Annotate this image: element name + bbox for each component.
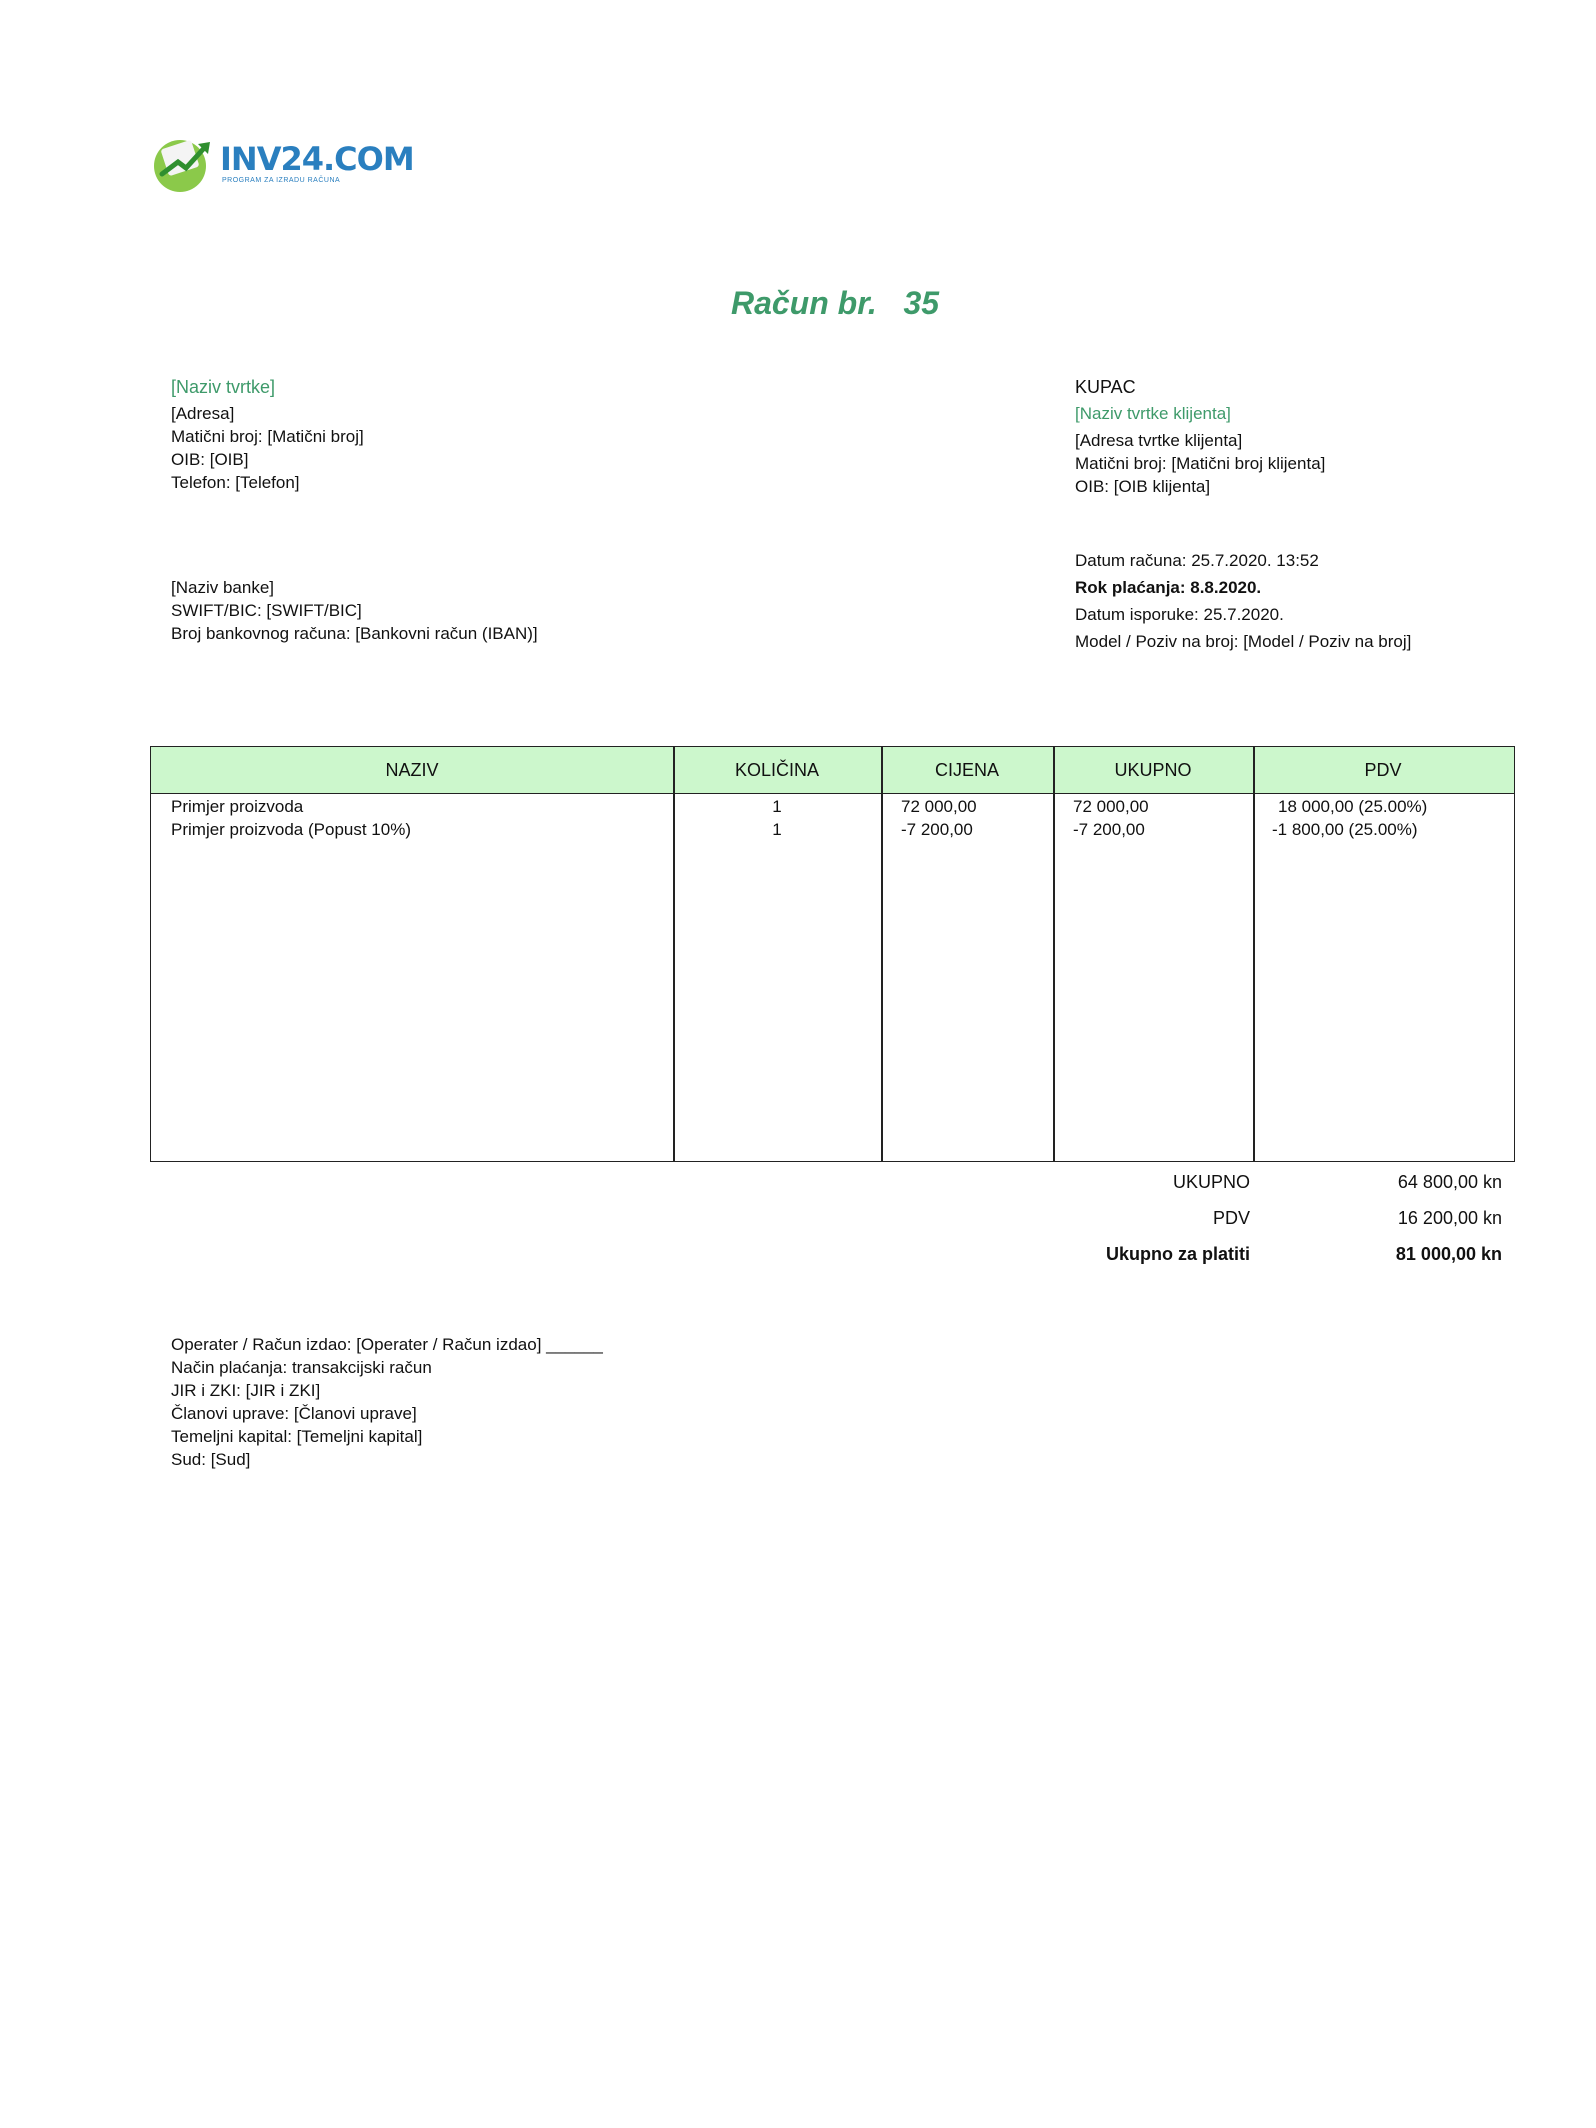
- footer-operator: Operater / Račun izdao: [Operater / Račun izdao] ______: [171, 1335, 603, 1354]
- buyer-heading: KUPAC: [1075, 377, 1136, 397]
- subtotal-label: UKUPNO: [1172, 1172, 1250, 1192]
- buyer-name: [Naziv tvrtke klijenta]: [1075, 404, 1231, 423]
- footer-jir-zki: JIR i ZKI: [JIR i ZKI]: [171, 1381, 321, 1400]
- footer-payment-method: Način plaćanja: transakcijski račun: [171, 1358, 432, 1377]
- row-2-vat: -1 800,00 (25.00%): [1272, 820, 1418, 839]
- seller-address: [Adresa]: [171, 404, 235, 423]
- seller-oib: OIB: [OIB]: [171, 450, 249, 469]
- column-divider: [1253, 747, 1255, 1161]
- footer-court: Sud: [Sud]: [171, 1450, 251, 1469]
- vat-value: 16 200,00 kn: [1397, 1208, 1502, 1228]
- seller-reg-no: Matični broj: [Matični broj]: [171, 427, 364, 446]
- header-naziv: NAZIV: [385, 760, 439, 780]
- seller-name: [Naziv tvrtke]: [171, 377, 276, 397]
- subtotal-value: 64 800,00 kn: [1397, 1172, 1502, 1192]
- header-kolicina: KOLIČINA: [734, 760, 820, 780]
- invoice-title: Račun br. 35: [730, 285, 940, 321]
- delivery-date: Datum isporuke: 25.7.2020.: [1075, 605, 1284, 624]
- row-2-price: -7 200,00: [901, 820, 973, 839]
- row-1-vat: 18 000,00 (25.00%): [1278, 797, 1428, 816]
- footer-board-members: Članovi uprave: [Članovi uprave]: [171, 1404, 417, 1423]
- vat-label: PDV: [1212, 1208, 1250, 1228]
- logo-text: INV24.COM: [220, 140, 414, 178]
- logo-subtitle: PROGRAM ZA IZRADU RAČUNA: [222, 177, 341, 184]
- seller-phone: Telefon: [Telefon]: [171, 473, 300, 492]
- invoice-date: Datum računa: 25.7.2020. 13:52: [1075, 551, 1319, 570]
- buyer-address: [Adresa tvrtke klijenta]: [1075, 431, 1243, 450]
- buyer-oib: OIB: [OIB klijenta]: [1075, 477, 1211, 496]
- header-ukupno: UKUPNO: [1114, 760, 1192, 780]
- items-table: [150, 746, 1515, 1162]
- column-divider: [1053, 747, 1055, 1161]
- row-1-name: Primjer proizvoda: [171, 797, 304, 816]
- bank-account: Broj bankovnog računa: [Bankovni račun (IBAN)]: [171, 624, 538, 643]
- row-1-qty: 1: [772, 797, 782, 816]
- footer-share-capital: Temeljni kapital: [Temeljni kapital]: [171, 1427, 423, 1446]
- logo-icon: [152, 134, 216, 194]
- row-2-qty: 1: [772, 820, 782, 839]
- due-date: Rok plaćanja: 8.8.2020.: [1075, 578, 1262, 597]
- row-2-total: -7 200,00: [1073, 820, 1145, 839]
- header-pdv: PDV: [1364, 760, 1402, 780]
- bank-swift: SWIFT/BIC: [SWIFT/BIC]: [171, 601, 362, 620]
- column-divider: [881, 747, 883, 1161]
- row-2-name: Primjer proizvoda (Popust 10%): [171, 820, 411, 839]
- grand-total-value: 81 000,00 kn: [1395, 1244, 1502, 1264]
- header-cijena: CIJENA: [934, 760, 999, 780]
- grand-total-label: Ukupno za platiti: [1106, 1244, 1250, 1264]
- row-1-price: 72 000,00: [901, 797, 977, 816]
- table-header: [151, 747, 1514, 794]
- buyer-reg-no: Matični broj: [Matični broj klijenta]: [1075, 454, 1326, 473]
- row-1-total: 72 000,00: [1073, 797, 1149, 816]
- bank-name: [Naziv banke]: [171, 578, 274, 597]
- payment-model: Model / Poziv na broj: [Model / Poziv na broj]: [1075, 632, 1412, 651]
